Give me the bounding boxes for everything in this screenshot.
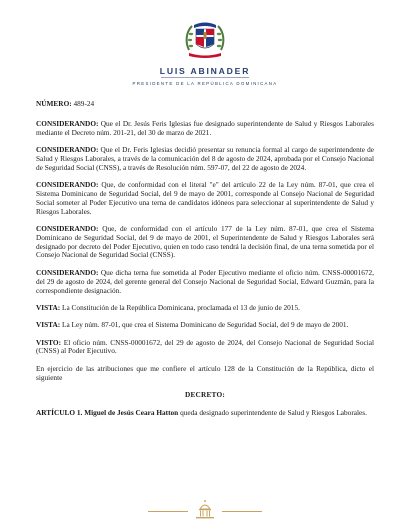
considerando-text: Que el Dr. Feris Iglesias decidió presentar su renuncia formal al cargo de superintendente de Salud y Riesgos Laborales, a través de la comunicación del 8 de agosto de 2024, aprobada por el Consejo Nacional de Seguridad Social (CNSS), a través de Resolución núm. 597-07, del 22 de agosto de 2024. (36, 145, 374, 172)
footer-rule-right (222, 511, 262, 512)
considerando-text: Que, de conformidad con el artículo 177 de la Ley núm. 87-01, que crea el Sistema Dominicano de Seguridad Social, del 9 de mayo de 2001, el Superintendente de Salud y Riesgos Laborales será designado por decreto del Poder Ejecutivo, quien en todo caso tendrá la decisión final, de una terna sometida por el Consejo Nacional de Seguridad Social (CNSS). (36, 223, 374, 260)
attributions-paragraph: En ejercicio de las atribuciones que me confiere el artículo 128 de la Constitución de la República, dicto el siguiente (36, 363, 374, 382)
considerando-label: CONSIDERANDO: (36, 267, 99, 277)
president-name: LUIS ABINADER (159, 66, 251, 76)
considerando-label: CONSIDERANDO: (36, 180, 99, 190)
vista-paragraph (36, 321, 374, 330)
vista-label: VISTA: (36, 302, 61, 312)
considerando-text: Que dicha terna fue sometida al Poder Ejecutivo mediante el oficio núm. CNSS-00001672, del 29 de agosto de 2024, del gerente general del Consejo Nacional de Seguridad Social, Edward Guzmán, para la correspondiente designación. (36, 267, 374, 295)
considerando-paragraph (36, 181, 374, 216)
decree-heading: DECRETO: (185, 389, 225, 399)
considerando-label: CONSIDERANDO: (36, 223, 99, 233)
considerando-text: Que, de conformidad con el literal "e" del artículo 22 de la Ley núm. 87-01, que crea el Sistema Dominicano de Seguridad Social, del 9 de mayo de 2001, corresponde al Consejo Nacional de Seguridad Social someter al Poder Ejecutivo una terna de candidatos idóneos para seleccionar al superintendente de Salud y Riesgos Laborales. (36, 180, 375, 216)
footer-rule-left (148, 511, 188, 512)
header-divider (161, 77, 249, 78)
considerando-paragraph (36, 269, 374, 296)
article-text: queda designado superintendente de Salud y Riesgos Laborales. (180, 407, 367, 417)
considerando-paragraph (36, 146, 374, 173)
coat-of-arms-icon (183, 20, 227, 60)
vista-text: La Constitución de la República Dominicana, proclamada el 13 de junio de 2015. (62, 302, 300, 312)
vista-label: VISTA: (36, 320, 61, 330)
decree-number-value: 489-24 (73, 99, 95, 108)
visto-label: VISTO: (36, 337, 62, 347)
visto-paragraph (36, 339, 374, 357)
vista-text: La Ley núm. 87-01, que crea el Sistema Dominicano de Seguridad Social, del 9 de mayo de 2001. (62, 320, 349, 330)
considerando-paragraph (36, 225, 374, 260)
visto-text: El oficio núm. CNSS-00001672, del 29 de agosto de 2024, del Consejo Nacional de Seguridad Social (CNSS) al Poder Ejecutivo. (36, 337, 374, 356)
article-paragraph: ARTÍCULO 1. Miguel de Jesús Ceara Hatton queda designado superintendente de Salud y Riesgos Laborales. (36, 407, 367, 417)
considerando-label: CONSIDERANDO: (36, 145, 99, 155)
president-title: PRESIDENTE DE LA REPÚBLICA DOMINICANA (132, 81, 278, 86)
decree-number (36, 100, 374, 109)
national-palace-icon (193, 500, 217, 520)
considerando-label: CONSIDERANDO: (36, 118, 99, 128)
considerando-paragraph (36, 120, 374, 138)
decree-body (36, 100, 374, 426)
decree-number-label: NÚMERO: (36, 99, 72, 108)
vista-paragraph (36, 304, 374, 313)
article-label: ARTÍCULO 1 (36, 407, 81, 417)
article-appointee-name: Miguel de Jesús Ceara Hatton (84, 407, 179, 417)
considerando-text: Que el Dr. Jesús Feris Iglesias fue designado superintendente de Salud y Riesgos Laborales mediante el Decreto núm. 201-21, del 30 de marzo de 2021. (36, 118, 374, 137)
